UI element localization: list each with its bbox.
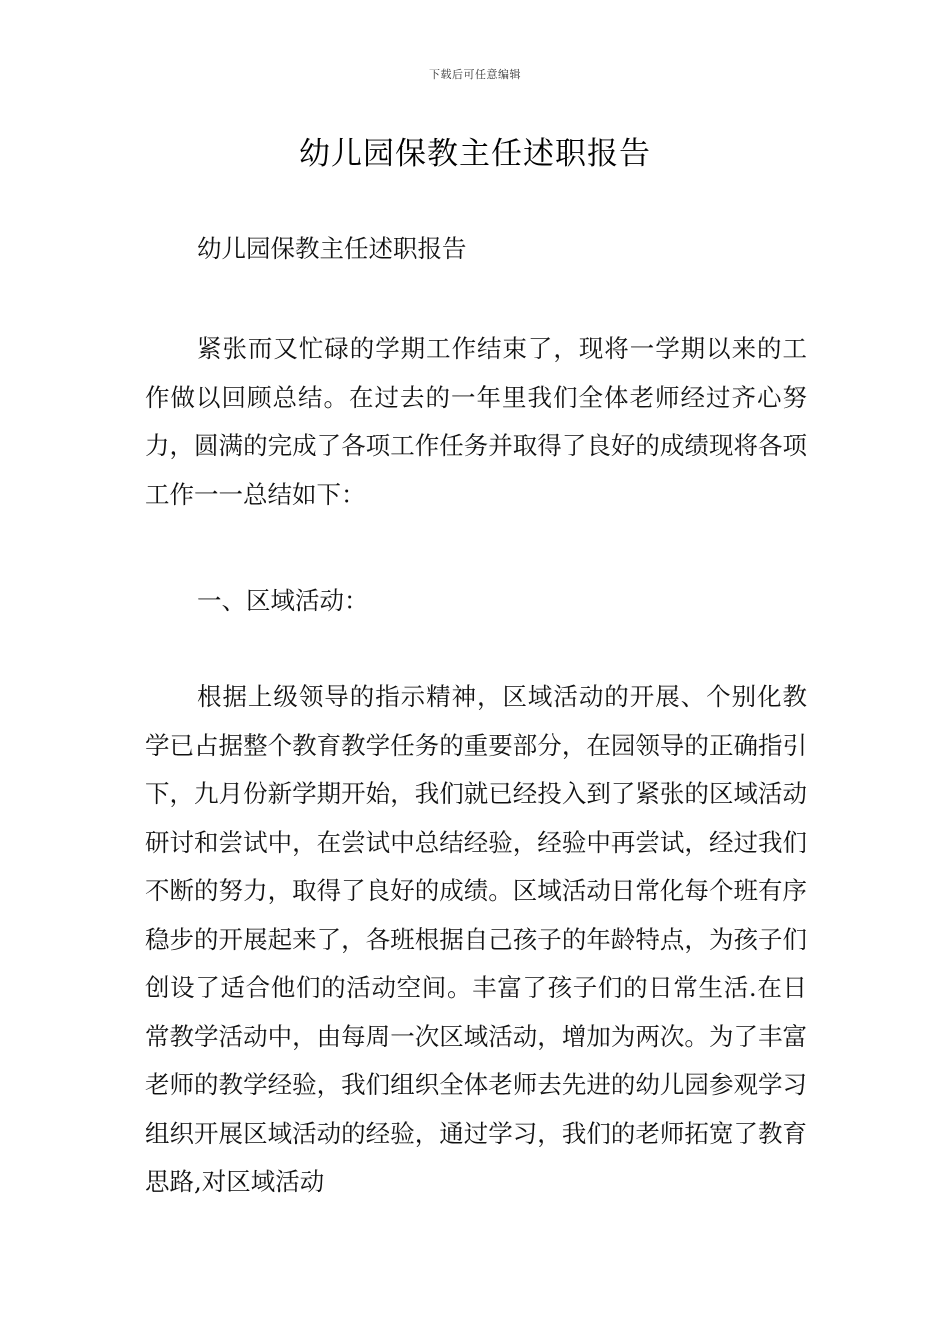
- section-paragraph: 根据上级领导的指示精神，区域活动的开展、个别化教学已占据整个教育教学任务的重要部分，在园领导的正确指引下，九月份新学期开始，我们就已经投入到了紧张的区域活动研讨和尝试中，在尝试中总结经验，经验中再尝试，经过我们不断的努力，取得了良好的成绩。区域活动日常化每个班有序稳步的开展起来了，各班根据自己孩子的年龄特点，为孩子们创设了适合他们的活动空间。丰富了孩子们的日常生活.在日常教学活动中，由每周一次区域活动，增加为两次。为了丰富老师的教学经验，我们组织全体老师去先进的幼儿园参观学习组织开展区域活动的经验，通过学习，我们的老师拓宽了教育思路,对区域活动: [145, 682, 807, 1196]
- header-note: 下载后可任意编辑: [429, 68, 521, 81]
- document-title: 幼儿园保教主任述职报告: [299, 136, 651, 172]
- section-heading: 一、区域活动：: [197, 586, 369, 615]
- document-subtitle: 幼儿园保教主任述职报告: [197, 234, 467, 263]
- intro-paragraph: 紧张而又忙碌的学期工作结束了，现将一学期以来的工作做以回顾总结。在过去的一年里我们全体老师经过齐心努力，圆满的完成了各项工作任务并取得了良好的成绩现将各项工作一一总结如下：: [145, 334, 807, 509]
